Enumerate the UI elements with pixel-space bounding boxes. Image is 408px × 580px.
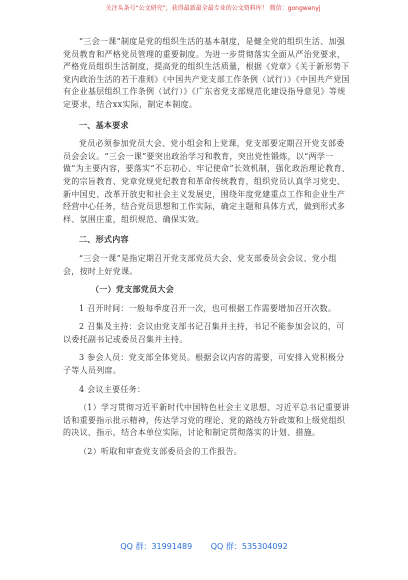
- meeting-time-item: 1 召开时间：一般每季度召开一次，也可根据工作需要增加召开次数。: [79, 303, 337, 313]
- attendees-item: 3 参会人员：党支部全体党员。根据会议内容的需要，可安排入党积极分子等人员列席。: [63, 353, 345, 376]
- convener-item: 2 召集及主持：会议由党支部书记召集并主持，书记不能参加会议的，可以委托副书记或委员召集并主持。: [63, 322, 345, 344]
- basic-requirements-paragraph: 党员必须参加党员大会、党小组会和上党课，党支部要定期召开党支部委员会会议。“三会一课”要突出政治学习和教育，突出党性锻炼，以“两学一做”为主要内容，要落实“不忘初心、牢记使命”长效机制，强化政治理论教育、党的宗旨教育、党章党规党纪教育和革命传统教育，组织党员认真学习党史、新中国史、改革开放史和社会主义发展史，围绕年度党建重点工作和企业生产经营中心任务，结合党员思想和工作实际，确定主题和具体方式，做到形式多样、氛围庄重，组织规范、确保实效。: [63, 139, 351, 224]
- document-body: [63, 36, 351, 459]
- footer-contact: [0, 541, 408, 552]
- qq-group-2: QQ 群：535304092: [210, 542, 288, 551]
- intro-paragraph: “三会一课”制度是党的组织生活的基本制度，是健全党的组织生活、加强党员教育和严格党员管理的重要制度。为进一步贯彻落实全面从严治党要求，严格党员组织生活制度，提高党的组织生活质量，根据《党章》《关于新形势下党内政治生活的若干准则》《中国共产党支部工作条例（试行）》《中国共产党国有企业基层组织工作条例（试行）》《广东省党支部规范化建设指导意见》等规定要求，结合xx实际，制定本制度。: [63, 37, 350, 109]
- main-tasks-item: 4 会议主要任务：: [79, 384, 146, 394]
- header-promo-banner: 关注头条号“公文研究”，获得最新最全最专业的公文资料库！ 微信：gongwenyj: [105, 5, 321, 12]
- form-paragraph: “三会一课”是指定期召开党支部党员大会、党支部委员会会议、党小组会，按时上好党课。: [63, 253, 337, 276]
- task-2: （2）听取和审查党支部委员会的工作报告。: [79, 447, 243, 457]
- section-heading-basic: 一、基本要求: [79, 120, 129, 130]
- subsection-heading-meeting: （一）党支部党员大会: [91, 285, 174, 295]
- qq-group-1: QQ 群：31991489: [120, 542, 193, 551]
- task-1: （1）学习贯彻习近平新时代中国特色社会主义思想、习近平总书记重要讲话和重要指示批示精神，传达学习党的理论、党的路线方针政策和上级党组织的决议、指示，结合本单位实际，讨论和制定贯彻落实的计划、措施。: [63, 403, 350, 438]
- section-heading-form: 二、形式内容: [79, 235, 129, 245]
